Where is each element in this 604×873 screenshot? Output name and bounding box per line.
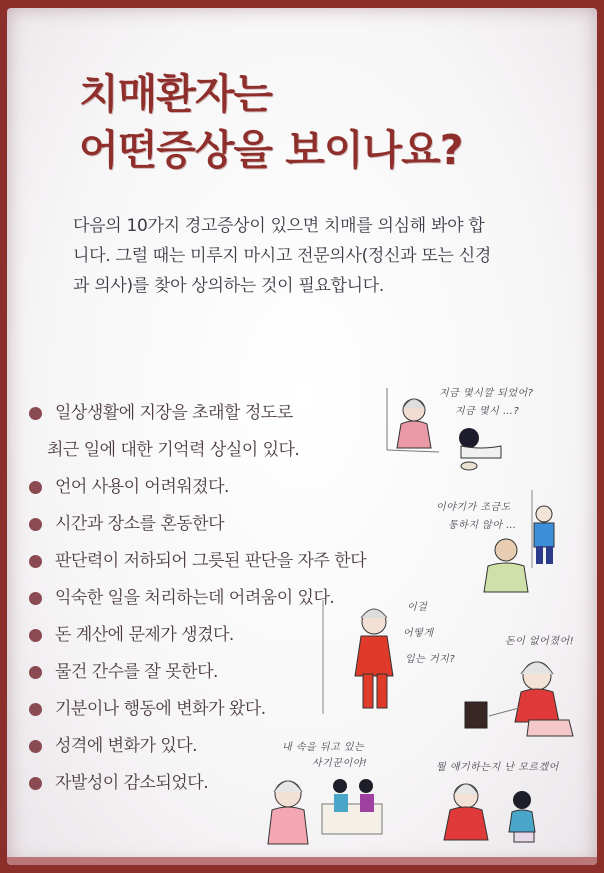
illustration-clothing [319, 594, 469, 734]
symptom-text: 성격에 변화가 있다. [55, 736, 198, 756]
illustration-communication [432, 488, 592, 603]
speech-text: 지금 몇시깔 되었어? [439, 388, 534, 399]
illustration-time-confusion [379, 380, 579, 480]
symptom-item [29, 506, 449, 543]
symptom-text: 시간과 장소를 혼동한다 [55, 514, 225, 534]
symptom-text: 최근 일에 대한 기억력 상실이 있다. [47, 440, 300, 460]
symptom-text: 익숙한 일을 처리하는데 어려움이 있다. [55, 588, 335, 608]
symptom-text: 돈 계산에 문제가 생겼다. [55, 625, 234, 645]
speech-text: 내 속을 뒤고 있는 [282, 742, 365, 753]
symptom-item [29, 543, 449, 580]
intro-line-1: 다음의 10가지 경고증상이 있으면 치매를 의심해 봐야 합 [73, 216, 485, 236]
title-line-1: 치매환자는 [79, 70, 273, 118]
symptom-text: 판단력이 저하되어 그릇된 판단을 자주 한다 [55, 551, 367, 571]
symptom-text: 자발성이 감소되었다. [55, 773, 209, 793]
bullet-icon [29, 666, 42, 679]
poster-bottom-frame [7, 857, 597, 865]
symptom-text: 일상생활에 지장을 초래할 정도로 [55, 403, 293, 423]
title-line-2: 어떤증상을 보이나요? [79, 126, 463, 174]
bullet-icon [29, 407, 42, 420]
symptom-text: 물건 간수를 잘 못한다. [55, 662, 218, 682]
bullet-icon [29, 555, 42, 568]
bullet-icon [29, 703, 42, 716]
illustration-missing-money [459, 624, 597, 750]
speech-text: 돈이 없어졌어! [505, 636, 575, 647]
bullet-icon [29, 629, 42, 642]
speech-text: 입는 거지? [405, 654, 456, 665]
bullet-icon [29, 518, 42, 531]
bullet-icon [29, 740, 42, 753]
illustration-initiative [432, 752, 597, 862]
speech-text: 이야기가 조금도 [436, 502, 511, 513]
speech-text: 뭘 얘기하는지 난 모르겠어 [436, 762, 559, 773]
speech-text: 어떻게 [403, 628, 434, 639]
illustration-suspicion [262, 734, 432, 864]
bullet-icon [29, 777, 42, 790]
intro-line-3: 과 의사)를 찾아 상의하는 것이 필요합니다. [73, 276, 385, 296]
intro-line-2: 니다. 그럴 때는 미루지 마시고 전문의사(정신과 또는 신경 [73, 246, 491, 266]
bullet-icon [29, 592, 42, 605]
symptom-text: 언어 사용이 어려워졌다. [55, 477, 229, 497]
intro-paragraph [73, 211, 573, 301]
speech-text: 이걸 [407, 602, 428, 613]
speech-text: 통하지 않아 … [448, 520, 517, 531]
speech-text: 지금 몇시 …? [455, 406, 520, 417]
poster [7, 8, 597, 865]
symptom-text: 기분이나 행동에 변화가 왔다. [55, 699, 266, 719]
speech-text: 사기꾼이야! [312, 758, 368, 769]
bullet-icon [29, 481, 42, 494]
poster-title [79, 66, 559, 178]
